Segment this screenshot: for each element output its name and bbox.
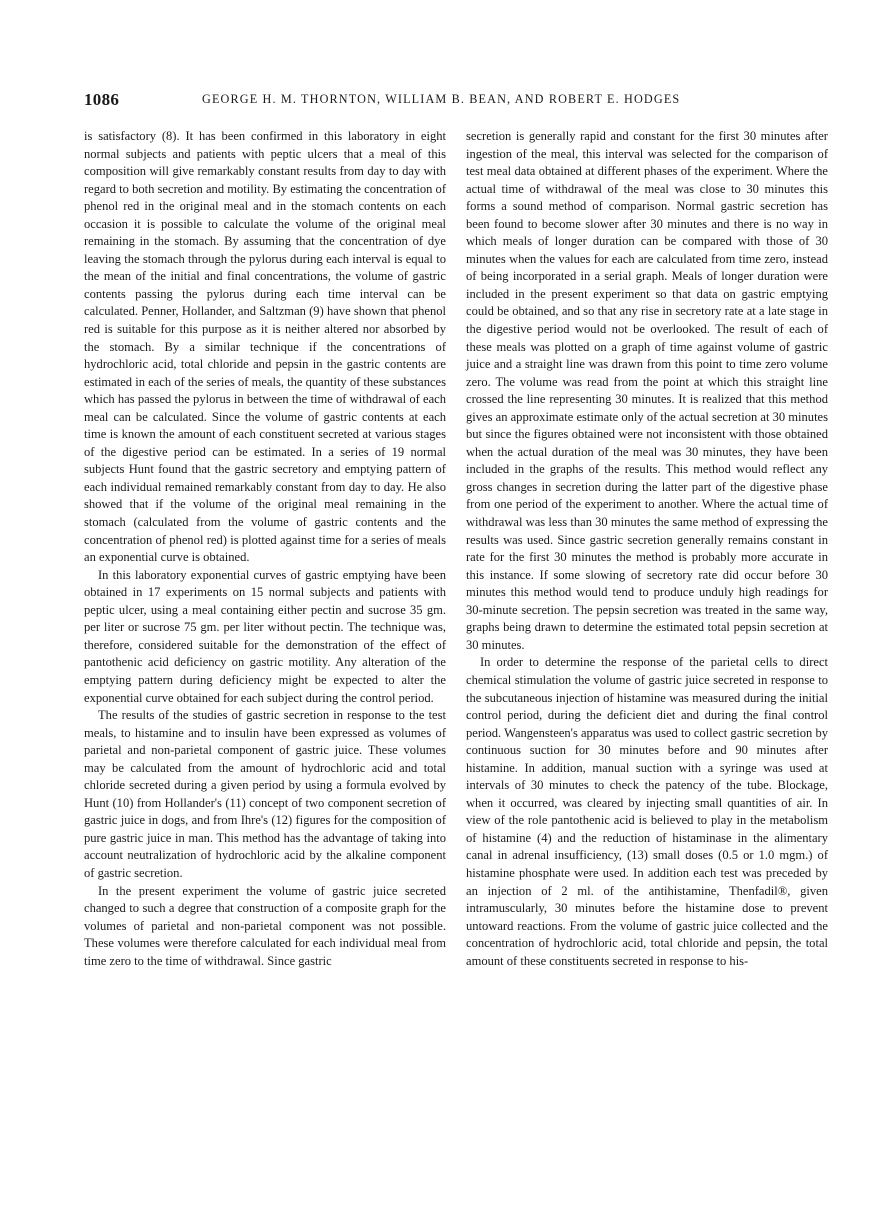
paragraph: is satisfactory (8). It has been confirmed in this laboratory in eight normal subjects and patients with peptic ulcers that a meal of this composition will give remarkably constant results from day to day with regard to both secretion and motility. By estimating the concentration of phenol red in the original meal and in the stomach contents on each occasion it is possible to calculate the volume of the original meal remaining in the stomach. By assuming that the concentration of dye leaving the stomach through the pylorus during each interval is equal to the mean of the initial and final concentrations, the volume of gastric contents passing the pylorus during each time interval can be calculated. Penner, Hollander, and Saltzman (9) have shown that phenol red is suitable for this purpose as it is neither altered nor absorbed by the stomach. By a similar technique if the concentrations of hydrochloric acid, total chloride and pepsin in the gastric contents are estimated in each of the series of meals, the quantity of these substances which has passed the pylorus in between the time of withdrawal of each meal can be calculated. Since the volume of gastric contents at each time is known the amount of each constituent secreted at various stages of the digestive period can be estimated. In a series of 19 normal subjects Hunt found that the gastric secretory and emptying pattern of each individual remained remarkably constant from day to day. He also showed that if the volume of the original meal remaining in the stomach (calculated from the volume of gastric contents and the concentration of phenol red) is plotted against time for a series of meals an exponential curve is obtained.: [84, 129, 447, 565]
page-header: [84, 90, 844, 112]
right-column: [466, 128, 828, 970]
paragraph: The results of the studies of gastric secretion in response to the test meals, to histamine and to insulin have been expressed as volumes of parietal and non-parietal component of gastric juice. These volumes may be calculated from the amount of hydrochloric acid and total chloride secreted during a given period by using a formula evolved by Hunt (10) from Hollander's (11) concept of two component secretion of gastric juice in dogs, and from Ihre's (12) figures for the composition of pure gastric juice in man. This method has the advantage of taking into account neutralization of hydrochloric acid by the alkaline component of gastric secretion.: [84, 708, 446, 880]
paragraph: In order to determine the response of the parietal cells to direct chemical stimulation the volume of gastric juice secreted in response to the subcutaneous injection of histamine was measured during the initial control period, during the deficient diet and during the final control period. Wangensteen's apparatus was used to collect gastric secretion by continuous suction for 30 minutes before and 90 minutes after histamine. In addition, manual suction with a syringe was used at intervals of 30 minutes to check the patency of the tube. Blockage, when it occurred, was cleared by injecting small quantities of air. In view of the role pantothenic acid is believed to play in the metabolism of histamine (4) and the reduction of histaminase in the alimentary canal in adrenal insufficiency, (13) small doses (0.5 or 1.0 mgm.) of histamine phosphate were used. In addition each test was preceded by an injection of 2 ml. of the antihistamine, Thenfadil®, given intramuscularly, 30 minutes before the histamine dose to prevent untoward reactions. From the volume of gastric juice collected and the concentration of hydrochloric acid, total chloride and pepsin, the total amount of these constituents secreted in response to his-: [466, 655, 828, 968]
paragraph: In the present experiment the volume of gastric juice secreted changed to such a degree that construction of a composite graph for the volumes of parietal and non-parietal component was not possible. These volumes were therefore calculated for each individual meal from time zero to the time of withdrawal. Since gastric: [84, 883, 446, 968]
running-head-authors: GEORGE H. M. THORNTON, WILLIAM B. BEAN, AND ROBERT E. HODGES: [202, 92, 681, 106]
paragraph: secretion is generally rapid and constant for the first 30 minutes after ingestion of the meal, this interval was selected for the comparison of test meal data obtained at different phases of the experiment. Where the actual time of withdrawal of the meal was close to 30 minutes this forms a sound method of comparison. Normal gastric secretion has been found to become slower after 30 minutes and there is no way in which meals of longer duration can be compared with those of 30 minutes when the values for each are calculated from time zero, instead of being incorporated in a serial graph. Meals of longer duration were included in the present experiment so that data on gastric emptying could be obtained, and so that any rise in secretory rate at a late stage in the digestive period would not be overlooked. The result of each of these meals was plotted on a graph of time against volume of gastric juice and a straight line was drawn from this point to time zero volume zero. The volume was read from the point at which this straight line crossed the line representing 30 minutes. It is realized that this method gives an approximate estimate only of the actual secretion at 30 minutes but since the figures obtained were not inconsistent with those obtained when the actual duration of the meal was 30 minutes, they have been included in the graphs of the results. This method would reflect any gross changes in secretion during the latter part of the digestive phase from one period of the experiment to another. Where the actual time of withdrawal was less than 30 minutes the same method of expressing the results was used. Since gastric secretion generally remains constant in rate for the first 30 minutes the method is probably more accurate in this instance. If some slowing of secretory rate did occur before 30 minutes this method would tend to produce unduly high readings for 30-minute secretion. The pepsin secretion was treated in the same way, graphs being drawn to determine the estimated total pepsin secretion at 30 minutes.: [466, 129, 829, 652]
left-column: [84, 128, 446, 970]
paragraph: In this laboratory exponential curves of gastric emptying have been obtained in 17 experiments on 15 normal subjects and patients with peptic ulcer, using a meal containing either pectin and sucrose 35 gm. per liter or sucrose 75 gm. per liter without pectin. The technique was, therefore, considered suitable for the demonstration of the effect of pantothenic acid deficiency on gastric motility. Any alteration of the emptying pattern during deficiency might be expected to alter the exponential curve obtained for each subject during the control period.: [84, 567, 446, 705]
page-number: 1086: [84, 90, 120, 109]
